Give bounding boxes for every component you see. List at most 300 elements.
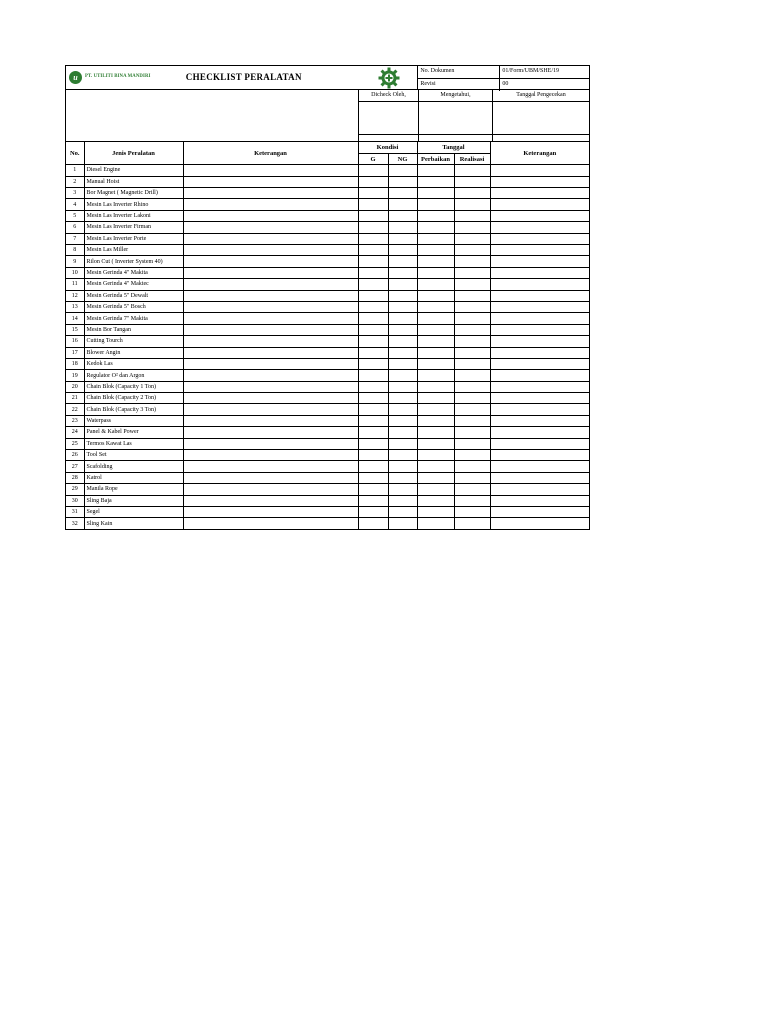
- keterangan-cell[interactable]: [183, 222, 358, 233]
- keterangan-2-cell[interactable]: [490, 256, 589, 267]
- kondisi-g-cell[interactable]: [358, 199, 388, 210]
- kondisi-g-cell[interactable]: [358, 381, 388, 392]
- table-row: [66, 233, 589, 244]
- tanggal-realisasi-cell[interactable]: [454, 472, 490, 483]
- row-number: 5: [66, 210, 84, 221]
- keterangan-2-cell[interactable]: [490, 336, 589, 347]
- tanggal-perbaikan-cell[interactable]: [417, 267, 454, 278]
- keterangan-cell[interactable]: [183, 427, 358, 438]
- keterangan-2-cell[interactable]: [490, 393, 589, 404]
- kondisi-ng-cell[interactable]: [388, 165, 417, 176]
- kondisi-g-cell[interactable]: [358, 324, 388, 335]
- kondisi-g-cell[interactable]: [358, 518, 388, 529]
- table-row: [66, 404, 589, 415]
- kondisi-ng-cell[interactable]: [388, 507, 417, 518]
- keterangan-cell[interactable]: [183, 381, 358, 392]
- equipment-name: Mesin Gerinda 5" Dewalt: [84, 290, 183, 301]
- header-perbaikan: Perbaikan: [417, 153, 454, 164]
- equipment-name: Chain Blok (Capacity 1 Ton): [84, 381, 183, 392]
- header-ng: NG: [388, 153, 417, 164]
- kondisi-ng-cell[interactable]: [388, 279, 417, 290]
- row-number: 28: [66, 472, 84, 483]
- keterangan-2-cell[interactable]: [490, 267, 589, 278]
- kondisi-g-cell[interactable]: [358, 450, 388, 461]
- equipment-name: Mesin Gerinda 4" Makita: [84, 267, 183, 278]
- tanggal-realisasi-cell[interactable]: [454, 518, 490, 529]
- check-date-column: [492, 90, 589, 141]
- equipment-name: Waterpass: [84, 415, 183, 426]
- tanggal-perbaikan-cell[interactable]: [417, 484, 454, 495]
- document-title: CHECKLIST PERALATAN: [185, 72, 302, 82]
- kondisi-ng-cell[interactable]: [388, 267, 417, 278]
- tanggal-perbaikan-cell[interactable]: [417, 188, 454, 199]
- header-tanggal: Tanggal: [417, 142, 490, 153]
- kondisi-ng-cell[interactable]: [388, 313, 417, 324]
- keterangan-2-cell[interactable]: [490, 210, 589, 221]
- no-dokumen-label: No. Dokumen: [418, 66, 500, 78]
- equipment-name: Chain Blok (Capacity 3 Ton): [84, 404, 183, 415]
- kondisi-g-cell[interactable]: [358, 370, 388, 381]
- tanggal-realisasi-cell[interactable]: [454, 233, 490, 244]
- kondisi-g-cell[interactable]: [358, 393, 388, 404]
- keterangan-cell[interactable]: [183, 290, 358, 301]
- checked-by-signature-box[interactable]: [359, 102, 418, 135]
- document-header: [66, 66, 589, 90]
- keterangan-cell[interactable]: [183, 404, 358, 415]
- row-number: 23: [66, 415, 84, 426]
- keterangan-cell[interactable]: [183, 415, 358, 426]
- kondisi-g-cell[interactable]: [358, 256, 388, 267]
- keterangan-cell[interactable]: [183, 472, 358, 483]
- kondisi-ng-cell[interactable]: [388, 461, 417, 472]
- kondisi-g-cell[interactable]: [358, 245, 388, 256]
- keterangan-2-cell[interactable]: [490, 188, 589, 199]
- kondisi-g-cell[interactable]: [358, 461, 388, 472]
- equipment-name: Diesel Engine: [84, 165, 183, 176]
- keterangan-cell[interactable]: [183, 393, 358, 404]
- kondisi-ng-cell[interactable]: [388, 222, 417, 233]
- tanggal-perbaikan-cell[interactable]: [417, 415, 454, 426]
- keterangan-cell[interactable]: [183, 507, 358, 518]
- keterangan-cell[interactable]: [183, 188, 358, 199]
- tanggal-realisasi-cell[interactable]: [454, 256, 490, 267]
- row-number: 13: [66, 301, 84, 312]
- keterangan-cell[interactable]: [183, 199, 358, 210]
- header-keterangan: Keterangan: [183, 142, 358, 165]
- table-row: [66, 461, 589, 472]
- tanggal-realisasi-cell[interactable]: [454, 484, 490, 495]
- tanggal-perbaikan-cell[interactable]: [417, 427, 454, 438]
- tanggal-perbaikan-cell[interactable]: [417, 245, 454, 256]
- row-number: 15: [66, 324, 84, 335]
- keterangan-cell[interactable]: [183, 313, 358, 324]
- table-row: [66, 415, 589, 426]
- tanggal-perbaikan-cell[interactable]: [417, 393, 454, 404]
- tanggal-perbaikan-cell[interactable]: [417, 324, 454, 335]
- tanggal-perbaikan-cell[interactable]: [417, 222, 454, 233]
- approved-by-label: Mengetahui,: [419, 90, 492, 102]
- tanggal-perbaikan-cell[interactable]: [417, 210, 454, 221]
- keterangan-2-cell[interactable]: [490, 507, 589, 518]
- table-row: [66, 381, 589, 392]
- kondisi-ng-cell[interactable]: [388, 347, 417, 358]
- equipment-name: Segel: [84, 507, 183, 518]
- keterangan-cell[interactable]: [183, 347, 358, 358]
- document-info: [417, 66, 589, 89]
- table-row: [66, 336, 589, 347]
- kondisi-g-cell[interactable]: [358, 176, 388, 187]
- table-row: [66, 188, 589, 199]
- keterangan-2-cell[interactable]: [490, 324, 589, 335]
- keterangan-2-cell[interactable]: [490, 279, 589, 290]
- tanggal-realisasi-cell[interactable]: [454, 438, 490, 449]
- tanggal-perbaikan-cell[interactable]: [417, 370, 454, 381]
- kondisi-g-cell[interactable]: [358, 415, 388, 426]
- table-row: [66, 256, 589, 267]
- tanggal-perbaikan-cell[interactable]: [417, 495, 454, 506]
- keterangan-2-cell[interactable]: [490, 222, 589, 233]
- kondisi-ng-cell[interactable]: [388, 370, 417, 381]
- kondisi-ng-cell[interactable]: [388, 381, 417, 392]
- keterangan-2-cell[interactable]: [490, 495, 589, 506]
- row-number: 9: [66, 256, 84, 267]
- table-row: [66, 484, 589, 495]
- kondisi-ng-cell[interactable]: [388, 210, 417, 221]
- table-row: [66, 222, 589, 233]
- tanggal-realisasi-cell[interactable]: [454, 301, 490, 312]
- keterangan-cell[interactable]: [183, 324, 358, 335]
- keterangan-2-cell[interactable]: [490, 165, 589, 176]
- keterangan-cell[interactable]: [183, 176, 358, 187]
- header-realisasi: Realisasi: [454, 153, 490, 164]
- company-logo-area: [66, 66, 176, 89]
- row-number: 26: [66, 450, 84, 461]
- kondisi-ng-cell[interactable]: [388, 188, 417, 199]
- keterangan-2-cell[interactable]: [490, 370, 589, 381]
- kondisi-g-cell[interactable]: [358, 279, 388, 290]
- keterangan-cell[interactable]: [183, 301, 358, 312]
- row-number: 14: [66, 313, 84, 324]
- table-row: [66, 450, 589, 461]
- keterangan-2-cell[interactable]: [490, 427, 589, 438]
- table-row: [66, 165, 589, 176]
- tanggal-perbaikan-cell[interactable]: [417, 165, 454, 176]
- tanggal-perbaikan-cell[interactable]: [417, 290, 454, 301]
- keterangan-cell[interactable]: [183, 165, 358, 176]
- tanggal-realisasi-cell[interactable]: [454, 381, 490, 392]
- kondisi-ng-cell[interactable]: [388, 438, 417, 449]
- kondisi-g-cell[interactable]: [358, 507, 388, 518]
- keterangan-2-cell[interactable]: [490, 358, 589, 369]
- equipment-name: Mesin Las Inverter Porte: [84, 233, 183, 244]
- equipment-name: Regulator O² dan Argon: [84, 370, 183, 381]
- table-row: [66, 176, 589, 187]
- equipment-name: Manual Hoist: [84, 176, 183, 187]
- keterangan-2-cell[interactable]: [490, 518, 589, 529]
- equipment-name: Kedok Las: [84, 358, 183, 369]
- kondisi-ng-cell[interactable]: [388, 176, 417, 187]
- row-number: 7: [66, 233, 84, 244]
- kondisi-ng-cell[interactable]: [388, 404, 417, 415]
- kondisi-g-cell[interactable]: [358, 188, 388, 199]
- tanggal-realisasi-cell[interactable]: [454, 313, 490, 324]
- keterangan-2-cell[interactable]: [490, 438, 589, 449]
- tanggal-perbaikan-cell[interactable]: [417, 301, 454, 312]
- row-number: 32: [66, 518, 84, 529]
- kondisi-g-cell[interactable]: [358, 210, 388, 221]
- tanggal-perbaikan-cell[interactable]: [417, 336, 454, 347]
- kondisi-ng-cell[interactable]: [388, 427, 417, 438]
- tanggal-realisasi-cell[interactable]: [454, 267, 490, 278]
- keterangan-2-cell[interactable]: [490, 233, 589, 244]
- safety-gear-icon: [360, 66, 417, 89]
- equipment-name: Termos Kawat Las: [84, 438, 183, 449]
- keterangan-cell[interactable]: [183, 484, 358, 495]
- row-number: 4: [66, 199, 84, 210]
- table-row: [66, 438, 589, 449]
- row-number: 31: [66, 507, 84, 518]
- keterangan-2-cell[interactable]: [490, 472, 589, 483]
- keterangan-cell[interactable]: [183, 461, 358, 472]
- keterangan-2-cell[interactable]: [490, 404, 589, 415]
- equipment-rows: [66, 165, 589, 530]
- tanggal-realisasi-cell[interactable]: [454, 176, 490, 187]
- kondisi-g-cell[interactable]: [358, 495, 388, 506]
- row-number: 3: [66, 188, 84, 199]
- table-row: [66, 370, 589, 381]
- kondisi-g-cell[interactable]: [358, 233, 388, 244]
- equipment-name: Cutting Tourch: [84, 336, 183, 347]
- table-row: [66, 245, 589, 256]
- keterangan-2-cell[interactable]: [490, 415, 589, 426]
- tanggal-perbaikan-cell[interactable]: [417, 381, 454, 392]
- kondisi-ng-cell[interactable]: [388, 415, 417, 426]
- tanggal-realisasi-cell[interactable]: [454, 393, 490, 404]
- table-row: [66, 279, 589, 290]
- header-jenis-peralatan: Jenis Peralatan: [84, 142, 183, 165]
- tanggal-realisasi-cell[interactable]: [454, 415, 490, 426]
- tanggal-realisasi-cell[interactable]: [454, 188, 490, 199]
- tanggal-realisasi-cell[interactable]: [454, 507, 490, 518]
- equipment-name: Mesin Gerinda 4" Maktec: [84, 279, 183, 290]
- no-dokumen-value: 01/Form/UBM/SHE/19: [502, 68, 560, 74]
- tanggal-perbaikan-cell[interactable]: [417, 404, 454, 415]
- keterangan-2-cell[interactable]: [490, 313, 589, 324]
- row-number: 24: [66, 427, 84, 438]
- tanggal-perbaikan-cell[interactable]: [417, 176, 454, 187]
- keterangan-cell[interactable]: [183, 450, 358, 461]
- equipment-name: Scafolding: [84, 461, 183, 472]
- kondisi-ng-cell[interactable]: [388, 336, 417, 347]
- equipment-name: Mesin Las Inverter Rhino: [84, 199, 183, 210]
- table-row: [66, 267, 589, 278]
- tanggal-realisasi-cell[interactable]: [454, 450, 490, 461]
- row-number: 25: [66, 438, 84, 449]
- row-number: 11: [66, 279, 84, 290]
- equipment-name: Sling Kain: [84, 518, 183, 529]
- equipment-name: Sling Baja: [84, 495, 183, 506]
- kondisi-ng-cell[interactable]: [388, 518, 417, 529]
- keterangan-cell[interactable]: [183, 495, 358, 506]
- check-date-label: Tanggal Pengecekan: [493, 90, 589, 102]
- tanggal-realisasi-cell[interactable]: [454, 324, 490, 335]
- equipment-table: [66, 142, 589, 529]
- equipment-name: Blower Angin: [84, 347, 183, 358]
- keterangan-2-cell[interactable]: [490, 290, 589, 301]
- equipment-name: Tool Set: [84, 450, 183, 461]
- revisi-value: 00: [502, 81, 509, 87]
- kondisi-g-cell[interactable]: [358, 290, 388, 301]
- keterangan-2-cell[interactable]: [490, 381, 589, 392]
- table-row: [66, 324, 589, 335]
- tanggal-realisasi-cell[interactable]: [454, 347, 490, 358]
- check-date-box[interactable]: [493, 102, 589, 135]
- tanggal-perbaikan-cell[interactable]: [417, 313, 454, 324]
- row-number: 22: [66, 404, 84, 415]
- signature-block: [66, 90, 589, 142]
- table-row: [66, 347, 589, 358]
- tanggal-perbaikan-cell[interactable]: [417, 450, 454, 461]
- tanggal-perbaikan-cell[interactable]: [417, 438, 454, 449]
- kondisi-ng-cell[interactable]: [388, 245, 417, 256]
- kondisi-ng-cell[interactable]: [388, 290, 417, 301]
- keterangan-cell[interactable]: [183, 233, 358, 244]
- keterangan-cell[interactable]: [183, 336, 358, 347]
- row-number: 12: [66, 290, 84, 301]
- kondisi-ng-cell[interactable]: [388, 472, 417, 483]
- keterangan-2-cell[interactable]: [490, 199, 589, 210]
- kondisi-g-cell[interactable]: [358, 404, 388, 415]
- row-number: 27: [66, 461, 84, 472]
- keterangan-2-cell[interactable]: [490, 450, 589, 461]
- kondisi-ng-cell[interactable]: [388, 484, 417, 495]
- keterangan-cell[interactable]: [183, 267, 358, 278]
- kondisi-g-cell[interactable]: [358, 336, 388, 347]
- keterangan-cell[interactable]: [183, 245, 358, 256]
- keterangan-cell[interactable]: [183, 370, 358, 381]
- checked-by-column: [358, 90, 418, 141]
- revisi-label: Revisi: [418, 79, 500, 91]
- tanggal-perbaikan-cell[interactable]: [417, 461, 454, 472]
- tanggal-perbaikan-cell[interactable]: [417, 347, 454, 358]
- tanggal-realisasi-cell[interactable]: [454, 427, 490, 438]
- equipment-name: Chain Blok (Capacity 2 Ton): [84, 393, 183, 404]
- keterangan-2-cell[interactable]: [490, 461, 589, 472]
- table-row: [66, 393, 589, 404]
- keterangan-2-cell[interactable]: [490, 301, 589, 312]
- keterangan-cell[interactable]: [183, 438, 358, 449]
- tanggal-realisasi-cell[interactable]: [454, 404, 490, 415]
- equipment-name: Mesin Las Miller: [84, 245, 183, 256]
- tanggal-perbaikan-cell[interactable]: [417, 199, 454, 210]
- keterangan-cell[interactable]: [183, 279, 358, 290]
- kondisi-g-cell[interactable]: [358, 301, 388, 312]
- kondisi-ng-cell[interactable]: [388, 358, 417, 369]
- kondisi-ng-cell[interactable]: [388, 301, 417, 312]
- table-row: [66, 507, 589, 518]
- table-row: [66, 518, 589, 529]
- kondisi-ng-cell[interactable]: [388, 233, 417, 244]
- kondisi-g-cell[interactable]: [358, 267, 388, 278]
- tanggal-perbaikan-cell[interactable]: [417, 507, 454, 518]
- kondisi-g-cell[interactable]: [358, 165, 388, 176]
- row-number: 16: [66, 336, 84, 347]
- table-row: [66, 301, 589, 312]
- keterangan-2-cell[interactable]: [490, 176, 589, 187]
- kondisi-g-cell[interactable]: [358, 484, 388, 495]
- company-name: PT. UTILITI BINA MANDIRI: [85, 74, 151, 80]
- row-number: 30: [66, 495, 84, 506]
- tanggal-realisasi-cell[interactable]: [454, 222, 490, 233]
- kondisi-ng-cell[interactable]: [388, 199, 417, 210]
- kondisi-g-cell[interactable]: [358, 347, 388, 358]
- tanggal-realisasi-cell[interactable]: [454, 358, 490, 369]
- row-number: 2: [66, 176, 84, 187]
- kondisi-ng-cell[interactable]: [388, 495, 417, 506]
- tanggal-perbaikan-cell[interactable]: [417, 233, 454, 244]
- kondisi-g-cell[interactable]: [358, 313, 388, 324]
- approved-by-signature-box[interactable]: [419, 102, 492, 135]
- row-number: 8: [66, 245, 84, 256]
- kondisi-ng-cell[interactable]: [388, 324, 417, 335]
- tanggal-perbaikan-cell[interactable]: [417, 472, 454, 483]
- tanggal-realisasi-cell[interactable]: [454, 165, 490, 176]
- header-no: No.: [66, 142, 84, 165]
- keterangan-2-cell[interactable]: [490, 484, 589, 495]
- row-number: 18: [66, 358, 84, 369]
- kondisi-ng-cell[interactable]: [388, 256, 417, 267]
- table-row: [66, 210, 589, 221]
- keterangan-2-cell[interactable]: [490, 347, 589, 358]
- keterangan-cell[interactable]: [183, 518, 358, 529]
- tanggal-perbaikan-cell[interactable]: [417, 279, 454, 290]
- keterangan-cell[interactable]: [183, 358, 358, 369]
- tanggal-realisasi-cell[interactable]: [454, 245, 490, 256]
- keterangan-cell[interactable]: [183, 256, 358, 267]
- kondisi-g-cell[interactable]: [358, 427, 388, 438]
- tanggal-perbaikan-cell[interactable]: [417, 358, 454, 369]
- equipment-name: Manila Rope: [84, 484, 183, 495]
- tanggal-realisasi-cell[interactable]: [454, 290, 490, 301]
- table-row: [66, 199, 589, 210]
- kondisi-ng-cell[interactable]: [388, 450, 417, 461]
- kondisi-g-cell[interactable]: [358, 472, 388, 483]
- row-number: 6: [66, 222, 84, 233]
- checked-by-label: Dicheck Oleh,: [359, 90, 418, 102]
- company-logo-icon: u: [69, 71, 82, 84]
- keterangan-cell[interactable]: [183, 210, 358, 221]
- tanggal-realisasi-cell[interactable]: [454, 370, 490, 381]
- row-number: 1: [66, 165, 84, 176]
- tanggal-realisasi-cell[interactable]: [454, 495, 490, 506]
- tanggal-realisasi-cell[interactable]: [454, 279, 490, 290]
- kondisi-g-cell[interactable]: [358, 358, 388, 369]
- tanggal-perbaikan-cell[interactable]: [417, 518, 454, 529]
- row-number: 10: [66, 267, 84, 278]
- table-row: [66, 427, 589, 438]
- tanggal-realisasi-cell[interactable]: [454, 210, 490, 221]
- table-row: [66, 358, 589, 369]
- kondisi-g-cell[interactable]: [358, 438, 388, 449]
- tanggal-perbaikan-cell[interactable]: [417, 256, 454, 267]
- keterangan-2-cell[interactable]: [490, 245, 589, 256]
- table-row: [66, 495, 589, 506]
- kondisi-g-cell[interactable]: [358, 222, 388, 233]
- tanggal-realisasi-cell[interactable]: [454, 199, 490, 210]
- tanggal-realisasi-cell[interactable]: [454, 336, 490, 347]
- tanggal-realisasi-cell[interactable]: [454, 461, 490, 472]
- kondisi-ng-cell[interactable]: [388, 393, 417, 404]
